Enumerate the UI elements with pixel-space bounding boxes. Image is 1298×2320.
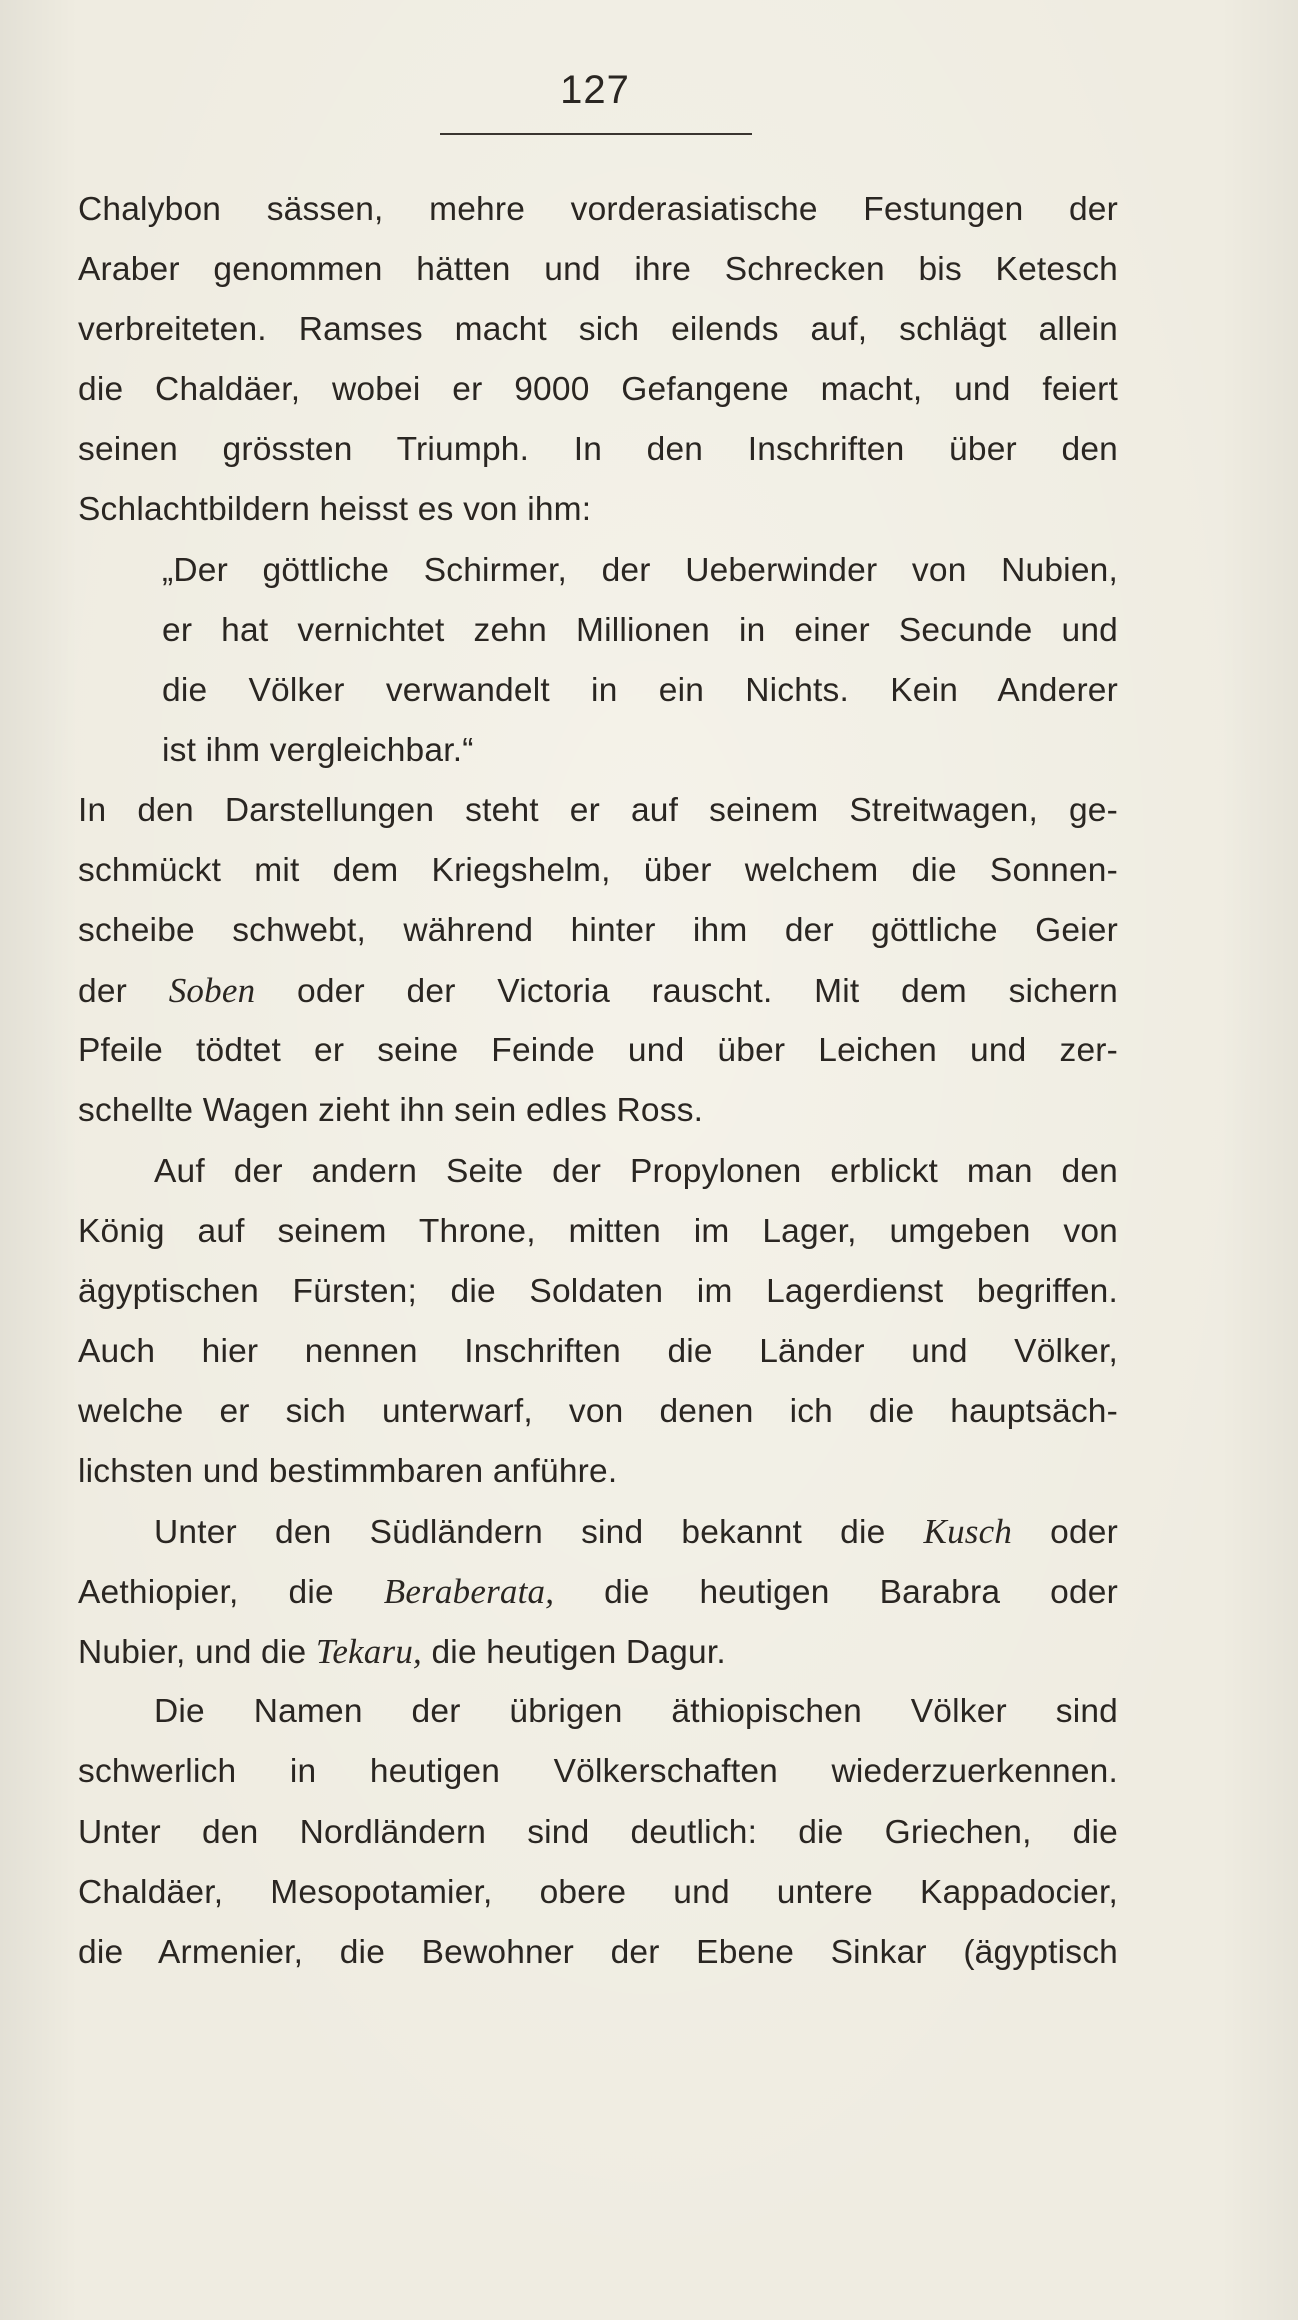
text-line: Pfeile tödtet er seine Feinde und über Leichen und zer- [78,1032,1118,1070]
text-line: welche er sich unterwarf, von denen ich die hauptsäch- [78,1392,1118,1430]
text-line: Auf der andern Seite der Propylonen erblickt man den [154,1152,1118,1190]
header-rule [440,133,752,135]
text-line: die Armenier, die Bewohner der Ebene Sinkar (ägyptisch [78,1933,1118,1971]
text-line: seinen grössten Triumph. In den Inschriften über den [78,431,1118,469]
italic-term: Soben [168,971,256,1011]
text-line: der Soben oder der Victoria rauscht. Mit dem sichern [78,971,1118,1011]
page-number: 127 [560,68,630,112]
text-line: Auch hier nennen Inschriften die Länder und Völker, [78,1332,1118,1370]
text-line: schwerlich in heutigen Völkerschaften wiederzuerkennen. [78,1753,1118,1791]
text-line: Aethiopier, die Beraberata, die heutigen Barabra oder [78,1572,1118,1612]
quote-line: er hat vernichtet zehn Millionen in einer Secunde und [162,611,1118,649]
text-line: Chaldäer, Mesopotamier, obere und untere Kappadocier, [78,1873,1118,1911]
italic-term: Kusch [923,1512,1013,1552]
quote-line: ist ihm vergleichbar.“ [162,731,474,769]
text-line: Unter den Nordländern sind deutlich: die Griechen, die [78,1813,1118,1851]
text-line: lichsten und bestimmbaren anführe. [78,1452,618,1490]
text-line: Araber genommen hätten und ihre Schrecken bis Ketesch [78,251,1118,289]
text-line: schmückt mit dem Kriegshelm, über welchem die Sonnen- [78,852,1118,890]
text-line: In den Darstellungen steht er auf seinem Streitwagen, ge- [78,791,1118,829]
text-line: Schlachtbildern heisst es von ihm: [78,491,592,529]
text-line: Unter den Südländern sind bekannt die Kusch oder [154,1512,1118,1552]
text-line: König auf seinem Throne, mitten im Lager, umgeben von [78,1212,1118,1250]
text-line: Nubier, und die Tekaru, die heutigen Dagur. [78,1632,726,1672]
body-text [78,180,1118,1983]
text-line: Die Namen der übrigen äthiopischen Völker sind [154,1693,1118,1731]
italic-term: Tekaru, [315,1632,422,1672]
text-line: die Chaldäer, wobei er 9000 Gefangene macht, und feiert [78,371,1118,409]
text-line: scheibe schwebt, während hinter ihm der göttliche Geier [78,912,1118,950]
italic-term: Beraberata, [383,1572,555,1612]
quote-line: „Der göttliche Schirmer, der Ueberwinder von Nubien, [162,551,1118,589]
text-line: ägyptischen Fürsten; die Soldaten im Lagerdienst begriffen. [78,1272,1118,1310]
text-line: verbreiteten. Ramses macht sich eilends auf, schlägt allein [78,311,1118,349]
text-line: Chalybon sässen, mehre vorderasiatische Festungen der [78,191,1118,228]
quote-line: die Völker verwandelt in ein Nichts. Kein Anderer [162,671,1118,709]
text-line: schellte Wagen zieht ihn sein edles Ross. [78,1092,704,1130]
